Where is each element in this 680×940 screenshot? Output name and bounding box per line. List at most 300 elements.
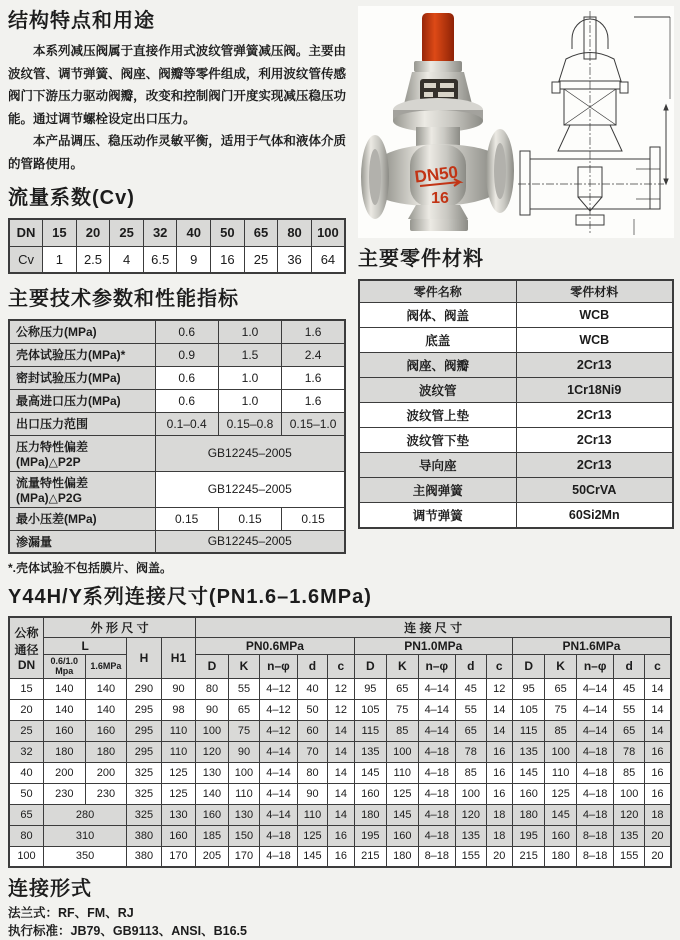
tech-row-label: 流量特性偏差(MPa)△P2G — [9, 471, 155, 507]
material-part-material: WCB — [516, 328, 673, 353]
cv-section-title: 流量系数(Cv) — [8, 187, 135, 209]
dims-value-cell: 180 — [354, 804, 386, 825]
dims-value-cell: 65 — [456, 720, 486, 741]
dims-value-cell: 20 — [644, 846, 671, 867]
dims-header-dim-col: n–φ — [576, 655, 614, 679]
tech-row-label: 壳体试验压力(MPa)* — [9, 343, 155, 366]
intro-paragraph-2: 本产品调压、稳压动作灵敏平衡，适用于气体和液体介质的管路使用。 — [8, 134, 346, 171]
tech-row — [9, 320, 345, 343]
valve-cross-section-drawing — [516, 9, 674, 235]
cv-value-cell: 4 — [110, 246, 144, 273]
tech-value-cell: 1.6 — [282, 366, 345, 389]
flange-type-line: 法兰式：RF、FM、RJ — [8, 906, 134, 921]
dims-value-cell: 4–14 — [576, 678, 614, 699]
dims-h-cell: 325 — [127, 804, 162, 825]
dims-l-cell: 230 — [85, 783, 127, 804]
materials-row — [359, 478, 673, 503]
tech-row-label: 最小压差(MPa) — [9, 507, 155, 530]
dims-value-cell: 100 — [196, 720, 228, 741]
dims-h-cell: 295 — [127, 741, 162, 762]
dims-value-cell: 145 — [297, 846, 327, 867]
dims-value-cell: 55 — [456, 699, 486, 720]
dims-value-cell: 14 — [328, 783, 354, 804]
dims-value-cell: 4–18 — [576, 762, 614, 783]
materials-table — [358, 279, 674, 529]
dims-header-row-3 — [9, 655, 671, 679]
dims-h-cell: 325 — [127, 783, 162, 804]
dims-h-cell: 380 — [127, 846, 162, 867]
dims-value-cell: 18 — [486, 825, 512, 846]
dims-value-cell: 16 — [486, 741, 512, 762]
dims-value-cell: 160 — [512, 783, 544, 804]
materials-header-name: 零件名称 — [359, 280, 516, 303]
dims-value-cell: 8–18 — [576, 825, 614, 846]
dims-value-cell: 205 — [196, 846, 228, 867]
dims-value-cell: 8–18 — [576, 846, 614, 867]
material-part-name: 波纹管 — [359, 378, 516, 403]
materials-header-row — [359, 280, 673, 303]
dims-value-cell: 110 — [228, 783, 259, 804]
materials-section-title: 主要零件材料 — [358, 248, 484, 270]
tech-value-cell: 0.15 — [155, 507, 218, 530]
dims-value-cell: 185 — [196, 825, 228, 846]
dims-value-cell: 4–14 — [260, 741, 298, 762]
cv-value-cell: 64 — [311, 246, 345, 273]
dims-value-cell: 170 — [228, 846, 259, 867]
tech-value-cell: 0.6 — [155, 320, 218, 343]
tech-value-cell: 0.15 — [282, 507, 345, 530]
cv-header-cell: 40 — [177, 219, 211, 246]
dims-value-cell: 12 — [486, 678, 512, 699]
dims-row — [9, 825, 671, 846]
dims-value-cell: 160 — [545, 825, 576, 846]
dims-header-dim-col: D — [354, 655, 386, 679]
material-part-name: 底盖 — [359, 328, 516, 353]
dims-value-cell: 4–18 — [418, 762, 456, 783]
dims-h1-cell: 98 — [161, 699, 196, 720]
tech-row — [9, 435, 345, 471]
connection-section — [8, 876, 672, 940]
dims-value-cell: 195 — [354, 825, 386, 846]
dims-value-cell: 16 — [328, 825, 354, 846]
dims-value-cell: 4–12 — [260, 678, 298, 699]
dims-value-cell: 125 — [387, 783, 418, 804]
dims-l-cell: 140 — [85, 678, 127, 699]
dims-value-cell: 78 — [614, 741, 644, 762]
tech-span-value: GB12245–2005 — [155, 530, 345, 553]
dims-header-dim-col: c — [328, 655, 354, 679]
dims-value-cell: 100 — [387, 741, 418, 762]
tech-section-title: 主要技术参数和性能指标 — [8, 288, 239, 310]
dims-value-cell: 145 — [354, 762, 386, 783]
dims-value-cell: 4–18 — [418, 783, 456, 804]
dims-value-cell: 125 — [545, 783, 576, 804]
dims-value-cell: 150 — [228, 825, 259, 846]
dims-value-cell: 4–18 — [576, 783, 614, 804]
dims-value-cell: 14 — [644, 699, 671, 720]
dims-value-cell: 85 — [545, 720, 576, 741]
dims-value-cell: 100 — [545, 741, 576, 762]
tech-row — [9, 343, 345, 366]
dims-value-cell: 145 — [512, 762, 544, 783]
dims-value-cell: 16 — [644, 762, 671, 783]
dims-value-cell: 4–18 — [418, 825, 456, 846]
dims-value-cell: 16 — [644, 741, 671, 762]
cv-header-cell: DN — [9, 219, 43, 246]
dims-value-cell: 14 — [328, 804, 354, 825]
dims-header-h: H — [127, 638, 162, 679]
cv-value-cell: 16 — [211, 246, 245, 273]
tech-row-label: 密封试验压力(MPa) — [9, 366, 155, 389]
cv-value-cell: 36 — [278, 246, 312, 273]
dims-value-cell: 16 — [644, 783, 671, 804]
dims-value-cell: 18 — [644, 804, 671, 825]
cv-value-row — [9, 246, 345, 273]
tech-value-cell: 0.9 — [155, 343, 218, 366]
tech-value-cell: 0.15 — [218, 507, 281, 530]
dims-dn-cell: 20 — [9, 699, 44, 720]
dims-header-l: L — [44, 638, 127, 655]
dims-row — [9, 783, 671, 804]
dims-row — [9, 720, 671, 741]
dims-h1-cell: 125 — [161, 783, 196, 804]
dims-h1-cell: 110 — [161, 741, 196, 762]
valve-images — [358, 6, 674, 238]
dims-value-cell: 100 — [456, 783, 486, 804]
dims-row — [9, 846, 671, 867]
tech-value-cell: 0.6 — [155, 389, 218, 412]
tech-value-cell: 1.6 — [282, 389, 345, 412]
tech-value-cell: 1.0 — [218, 366, 281, 389]
dims-value-cell: 95 — [512, 678, 544, 699]
dims-value-cell: 4–14 — [418, 720, 456, 741]
dims-value-cell: 135 — [354, 741, 386, 762]
dims-header-row-2 — [9, 638, 671, 655]
dims-value-cell: 20 — [644, 825, 671, 846]
dims-value-cell: 65 — [614, 720, 644, 741]
valve-drawing-art — [518, 11, 670, 235]
valve-photo-box — [358, 6, 516, 238]
material-part-material: 60Si2Mn — [516, 503, 673, 528]
dims-h1-cell: 170 — [161, 846, 196, 867]
cv-value-cell: 9 — [177, 246, 211, 273]
dims-h1-cell: 160 — [161, 825, 196, 846]
dims-l-cell: 180 — [44, 741, 86, 762]
dims-l-cell: 140 — [85, 699, 127, 720]
dims-row — [9, 699, 671, 720]
tech-span-value: GB12245–2005 — [155, 435, 345, 471]
tech-value-cell: 1.5 — [218, 343, 281, 366]
tech-row-label: 压力特性偏差(MPa)△P2P — [9, 435, 155, 471]
dims-h-cell: 295 — [127, 699, 162, 720]
dims-value-cell: 105 — [512, 699, 544, 720]
dims-l-cell: 310 — [44, 825, 127, 846]
dims-value-cell: 135 — [614, 825, 644, 846]
dims-value-cell: 120 — [456, 804, 486, 825]
tech-footnote: *.壳体试验不包括膜片、阀盖。 — [8, 561, 173, 575]
dims-value-cell: 65 — [228, 699, 259, 720]
dims-value-cell: 95 — [354, 678, 386, 699]
dims-value-cell: 85 — [614, 762, 644, 783]
material-part-material: 1Cr18Ni9 — [516, 378, 673, 403]
dims-value-cell: 4–18 — [418, 741, 456, 762]
dims-l-cell: 280 — [44, 804, 127, 825]
dims-value-cell: 90 — [297, 783, 327, 804]
dims-value-cell: 160 — [354, 783, 386, 804]
dims-value-cell: 80 — [196, 678, 228, 699]
cv-header-row — [9, 219, 345, 246]
dims-h1-cell: 125 — [161, 762, 196, 783]
dims-dn-cell: 100 — [9, 846, 44, 867]
dims-l-cell: 180 — [85, 741, 127, 762]
dims-value-cell: 180 — [387, 846, 418, 867]
dims-value-cell: 45 — [456, 678, 486, 699]
valve-photo-art — [361, 13, 514, 231]
dims-value-cell: 110 — [545, 762, 576, 783]
cv-header-cell: 80 — [278, 219, 312, 246]
dims-header-dim-col: d — [614, 655, 644, 679]
materials-row — [359, 428, 673, 453]
dims-value-cell: 215 — [354, 846, 386, 867]
dims-header-dim-col: n–φ — [260, 655, 298, 679]
dims-value-cell: 14 — [328, 762, 354, 783]
dims-value-cell: 4–18 — [260, 846, 298, 867]
dims-dn-cell: 65 — [9, 804, 44, 825]
dims-dn-cell: 25 — [9, 720, 44, 741]
dims-dn-cell: 40 — [9, 762, 44, 783]
tech-value-cell: 0.15–1.0 — [282, 412, 345, 435]
dims-h-cell: 295 — [127, 720, 162, 741]
dims-value-cell: 75 — [545, 699, 576, 720]
dims-header-pn-group: PN0.6MPa — [196, 638, 354, 655]
dims-value-cell: 4–14 — [260, 783, 298, 804]
tech-value-cell: 1.6 — [282, 320, 345, 343]
tech-value-cell: 0.6 — [155, 366, 218, 389]
dims-header-l-sub1: 0.6/1.0 Mpa — [44, 655, 86, 679]
cv-header-cell: 25 — [110, 219, 144, 246]
dims-l-cell: 200 — [44, 762, 86, 783]
dims-value-cell: 14 — [644, 720, 671, 741]
material-part-material: 2Cr13 — [516, 403, 673, 428]
dims-value-cell: 4–14 — [418, 678, 456, 699]
material-part-material: 50CrVA — [516, 478, 673, 503]
dims-value-cell: 4–14 — [576, 720, 614, 741]
cv-header-cell: 100 — [311, 219, 345, 246]
dims-value-cell: 8–18 — [418, 846, 456, 867]
dims-l-cell: 230 — [44, 783, 86, 804]
materials-row — [359, 403, 673, 428]
dims-h-cell: 290 — [127, 678, 162, 699]
dims-l-cell: 200 — [85, 762, 127, 783]
dims-value-cell: 16 — [486, 783, 512, 804]
dims-value-cell: 160 — [196, 804, 228, 825]
dims-value-cell: 12 — [328, 678, 354, 699]
material-part-name: 导向座 — [359, 453, 516, 478]
dims-header-row-1 — [9, 617, 671, 638]
dims-header-h1: H1 — [161, 638, 196, 679]
dims-section-title: Y44H/Y系列连接尺寸(PN1.6–1.6MPa) — [8, 586, 372, 608]
dims-value-cell: 85 — [456, 762, 486, 783]
dims-value-cell: 65 — [387, 678, 418, 699]
dims-value-cell: 12 — [328, 699, 354, 720]
dims-value-cell: 4–18 — [418, 804, 456, 825]
dims-value-cell: 135 — [456, 825, 486, 846]
cv-header-cell: 20 — [76, 219, 110, 246]
cv-header-cell: 50 — [211, 219, 245, 246]
dims-value-cell: 4–18 — [260, 825, 298, 846]
dims-value-cell: 16 — [328, 846, 354, 867]
cv-header-cell: 15 — [43, 219, 77, 246]
dims-header-outline: 外 形 尺 寸 — [44, 617, 196, 638]
dims-header-dim-col: K — [387, 655, 418, 679]
dims-value-cell: 60 — [297, 720, 327, 741]
dims-value-cell: 130 — [196, 762, 228, 783]
tech-row-label: 出口压力范围 — [9, 412, 155, 435]
dims-value-cell: 4–12 — [260, 720, 298, 741]
tech-row — [9, 412, 345, 435]
dims-value-cell: 70 — [297, 741, 327, 762]
dims-header-dim-col: K — [545, 655, 576, 679]
cv-value-cell: Cv — [9, 246, 43, 273]
dims-header-dn: 公称通径DN — [9, 617, 44, 678]
dims-value-cell: 90 — [228, 741, 259, 762]
material-part-material: WCB — [516, 303, 673, 328]
dims-value-cell: 130 — [228, 804, 259, 825]
dims-h1-cell: 90 — [161, 678, 196, 699]
dims-l-cell: 140 — [44, 678, 86, 699]
dims-value-cell: 55 — [228, 678, 259, 699]
dims-value-cell: 14 — [644, 678, 671, 699]
dims-value-cell: 215 — [512, 846, 544, 867]
tech-span-value: GB12245–2005 — [155, 471, 345, 507]
dims-value-cell: 160 — [387, 825, 418, 846]
material-part-name: 阀体、阀盖 — [359, 303, 516, 328]
dims-value-cell: 180 — [545, 846, 576, 867]
dims-value-cell: 110 — [297, 804, 327, 825]
dims-value-cell: 4–12 — [260, 699, 298, 720]
tech-value-cell: 0.1–0.4 — [155, 412, 218, 435]
dims-h1-cell: 110 — [161, 720, 196, 741]
dimensions-table — [8, 616, 672, 868]
cv-value-cell: 25 — [244, 246, 278, 273]
dims-value-cell: 4–14 — [576, 699, 614, 720]
dims-value-cell: 78 — [456, 741, 486, 762]
tech-value-cell: 2.4 — [282, 343, 345, 366]
dims-value-cell: 4–18 — [576, 741, 614, 762]
material-part-material: 2Cr13 — [516, 353, 673, 378]
dims-value-cell: 14 — [486, 699, 512, 720]
dims-header-l-sub2: 1.6MPa — [85, 655, 127, 679]
dims-value-cell: 18 — [486, 804, 512, 825]
dims-value-cell: 180 — [512, 804, 544, 825]
dims-header-connection: 连 接 尺 寸 — [196, 617, 671, 638]
dims-l-cell: 350 — [44, 846, 127, 867]
dims-l-cell: 160 — [44, 720, 86, 741]
dims-value-cell: 105 — [354, 699, 386, 720]
dims-value-cell: 135 — [512, 741, 544, 762]
dims-value-cell: 4–14 — [260, 804, 298, 825]
cv-table — [8, 218, 346, 274]
dims-row — [9, 762, 671, 783]
photo-dn-marking: DN50 — [413, 162, 460, 187]
material-part-material: 2Cr13 — [516, 428, 673, 453]
dims-value-cell: 4–14 — [418, 699, 456, 720]
dims-value-cell: 195 — [512, 825, 544, 846]
dims-header-dim-col: d — [297, 655, 327, 679]
dims-value-cell: 75 — [387, 699, 418, 720]
dims-h-cell: 325 — [127, 762, 162, 783]
dims-value-cell: 120 — [614, 804, 644, 825]
material-part-name: 波纹管下垫 — [359, 428, 516, 453]
cv-value-cell: 2.5 — [76, 246, 110, 273]
tech-value-cell: 1.0 — [218, 320, 281, 343]
dims-value-cell: 90 — [196, 699, 228, 720]
dims-value-cell: 14 — [328, 741, 354, 762]
cv-value-cell: 6.5 — [143, 246, 177, 273]
dims-l-cell: 160 — [85, 720, 127, 741]
materials-row — [359, 328, 673, 353]
tech-row — [9, 507, 345, 530]
dims-dn-cell: 80 — [9, 825, 44, 846]
dims-value-cell: 16 — [486, 762, 512, 783]
materials-row — [359, 353, 673, 378]
dims-value-cell: 4–14 — [260, 762, 298, 783]
dims-header-dim-col: K — [228, 655, 259, 679]
standards-line: 执行标准：JB79、GB9113、ANSI、B16.5 — [8, 924, 247, 939]
dims-value-cell: 115 — [512, 720, 544, 741]
tech-value-cell: 1.0 — [218, 389, 281, 412]
materials-row — [359, 303, 673, 328]
materials-row — [359, 378, 673, 403]
dims-row — [9, 678, 671, 699]
dims-dn-cell: 15 — [9, 678, 44, 699]
dims-value-cell: 85 — [387, 720, 418, 741]
tech-row — [9, 366, 345, 389]
dims-value-cell: 80 — [297, 762, 327, 783]
valve-photo — [358, 9, 516, 235]
dims-value-cell: 100 — [614, 783, 644, 804]
dims-value-cell: 55 — [614, 699, 644, 720]
dims-header-dim-col: d — [456, 655, 486, 679]
dims-value-cell: 45 — [614, 678, 644, 699]
dims-value-cell: 125 — [297, 825, 327, 846]
tech-value-cell: 0.15–0.8 — [218, 412, 281, 435]
dims-value-cell: 115 — [354, 720, 386, 741]
tech-row — [9, 471, 345, 507]
dims-value-cell: 50 — [297, 699, 327, 720]
dims-header-pn-group: PN1.0MPa — [354, 638, 512, 655]
tech-parameters-table — [8, 319, 346, 554]
dims-value-cell: 65 — [545, 678, 576, 699]
dims-value-cell: 120 — [196, 741, 228, 762]
dims-row — [9, 741, 671, 762]
dims-header-dim-col: n–φ — [418, 655, 456, 679]
dims-value-cell: 14 — [328, 720, 354, 741]
dims-h-cell: 380 — [127, 825, 162, 846]
dims-header-dim-col: c — [644, 655, 671, 679]
valve-drawing-box — [516, 6, 674, 238]
tech-row-label: 最高进口压力(MPa) — [9, 389, 155, 412]
photo-pn-marking: 16 — [431, 190, 449, 207]
material-part-name: 波纹管上垫 — [359, 403, 516, 428]
dims-value-cell: 14 — [486, 720, 512, 741]
dims-h1-cell: 130 — [161, 804, 196, 825]
material-part-name: 阀座、阀瓣 — [359, 353, 516, 378]
tech-row — [9, 389, 345, 412]
material-part-material: 2Cr13 — [516, 453, 673, 478]
dims-value-cell: 145 — [545, 804, 576, 825]
connection-section-title: 连接形式 — [8, 878, 92, 901]
